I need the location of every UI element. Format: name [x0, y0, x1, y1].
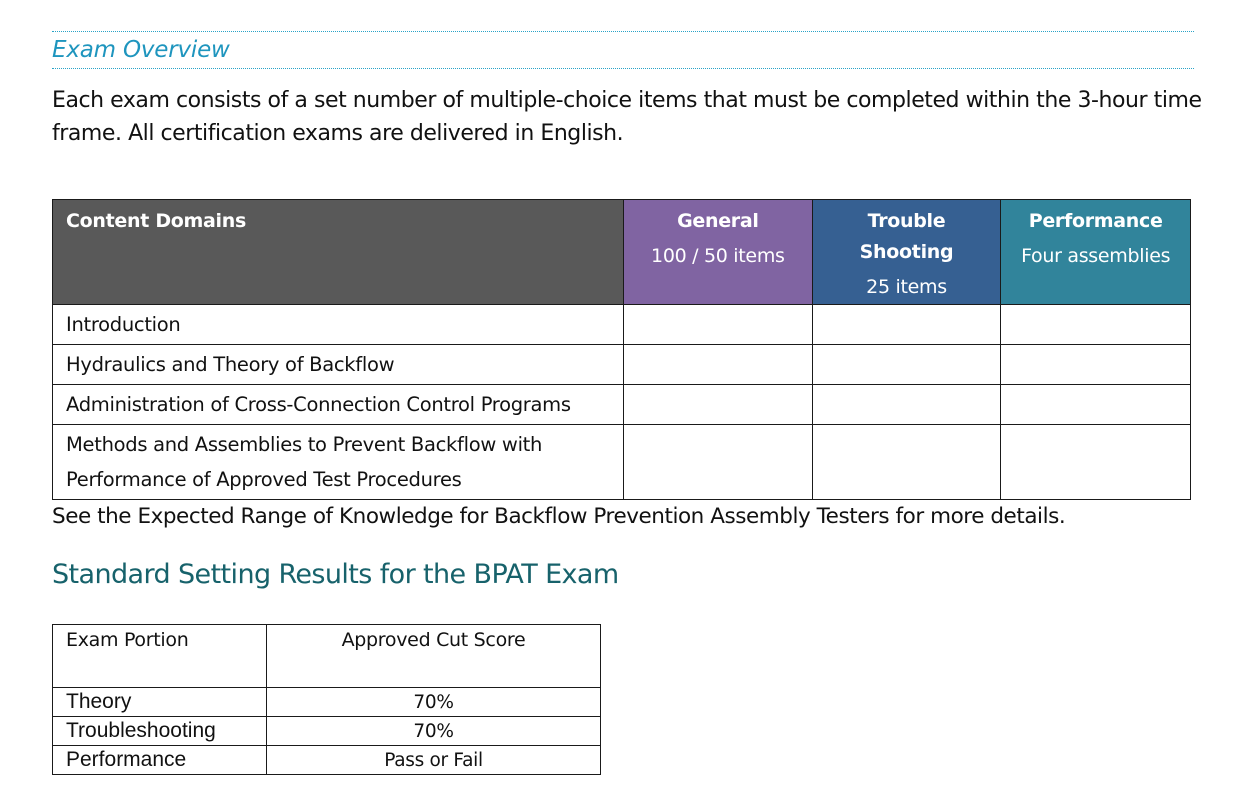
header-approved-cut-score: Approved Cut Score	[267, 625, 601, 688]
exam-portion: Performance	[53, 746, 267, 775]
header-performance-sub: Four assemblies	[1021, 245, 1171, 267]
domains-header-row	[53, 200, 1191, 305]
table-row	[53, 345, 1191, 385]
header-trouble-title: Trouble Shooting	[859, 210, 954, 263]
table-row	[53, 717, 601, 746]
exam-portion: Troubleshooting	[53, 717, 267, 746]
cut-score-header-row	[53, 625, 601, 688]
intro-paragraph: Each exam consists of a set number of multiple-choice items that must be completed within the 3-hour time frame. All certification exams are delivered in English.	[52, 88, 1202, 146]
cut-score: 70%	[267, 688, 601, 717]
cut-score: Pass or Fail	[267, 746, 601, 775]
section-heading	[52, 31, 1194, 69]
table-row	[53, 688, 601, 717]
header-general	[624, 200, 813, 305]
table-row	[53, 385, 1191, 425]
knowledge-reference-text: See the Expected Range of Knowledge for Backflow Prevention Assembly Testers for more details.	[52, 504, 1066, 529]
performance-cell	[1001, 425, 1191, 500]
section-title-text: Exam Overview	[52, 37, 230, 63]
performance-cell	[1001, 305, 1191, 345]
table-row	[53, 305, 1191, 345]
content-domains-table	[52, 199, 1191, 500]
header-trouble-sub: 25 items	[866, 276, 947, 298]
header-content-domains: Content Domains	[53, 200, 624, 305]
domain-label: Methods and Assemblies to Prevent Backflow with Performance of Approved Test Procedures	[53, 425, 624, 500]
table-row	[53, 425, 1191, 500]
standard-setting-heading: Standard Setting Results for the BPAT Exam	[52, 559, 619, 590]
trouble-cell	[812, 345, 1001, 385]
general-cell	[624, 345, 813, 385]
cut-score-table	[52, 624, 601, 775]
header-general-sub: 100 / 50 items	[651, 245, 785, 267]
domain-label: Administration of Cross-Connection Control Programs	[53, 385, 624, 425]
header-exam-portion: Exam Portion	[53, 625, 267, 688]
domain-label: Hydraulics and Theory of Backflow	[53, 345, 624, 385]
general-cell	[624, 305, 813, 345]
domain-label: Introduction	[53, 305, 624, 345]
cut-score: 70%	[267, 717, 601, 746]
performance-cell	[1001, 345, 1191, 385]
exam-portion: Theory	[53, 688, 267, 717]
trouble-cell	[812, 305, 1001, 345]
trouble-cell	[812, 385, 1001, 425]
header-trouble-shooting	[812, 200, 1001, 305]
table-row	[53, 746, 601, 775]
performance-cell	[1001, 385, 1191, 425]
header-general-title: General	[677, 210, 759, 232]
general-cell	[624, 425, 813, 500]
general-cell	[624, 385, 813, 425]
header-performance-title: Performance	[1028, 210, 1163, 232]
header-performance	[1001, 200, 1191, 305]
trouble-cell	[812, 425, 1001, 500]
